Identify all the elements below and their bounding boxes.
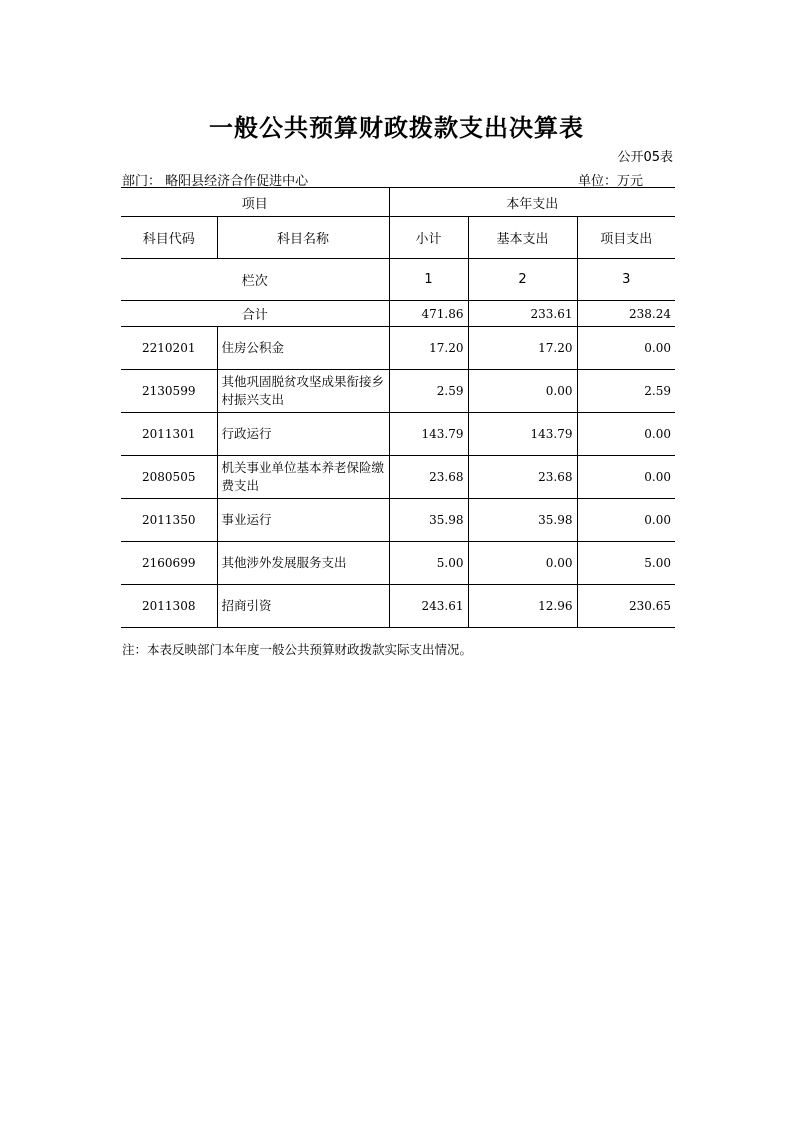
- row-code: 2011350: [121, 499, 217, 542]
- table-row: [121, 370, 675, 413]
- row-name: 机关事业单位基本养老保险缴费支出: [217, 456, 389, 499]
- row-project: 0.00: [577, 499, 675, 542]
- unit-label: 单位：万元: [578, 174, 644, 189]
- row-code: 2130599: [121, 370, 217, 413]
- row-subtotal: 17.20: [389, 327, 468, 370]
- row-name: 其他巩固脱贫攻坚成果衔接乡村振兴支出: [217, 370, 389, 413]
- column-index-2: 2: [468, 259, 577, 301]
- row-subtotal: 243.61: [389, 585, 468, 628]
- row-name: 事业运行: [217, 499, 389, 542]
- row-subtotal: 35.98: [389, 499, 468, 542]
- row-code: 2160699: [121, 542, 217, 585]
- row-code: 2011308: [121, 585, 217, 628]
- row-subtotal: 2.59: [389, 370, 468, 413]
- row-code: 2011301: [121, 413, 217, 456]
- footnote: 注：本表反映部门本年度一般公共预算财政拨款实际支出情况。: [122, 642, 473, 657]
- table-row: [121, 456, 675, 499]
- row-basic: 35.98: [468, 499, 577, 542]
- header-project: 项目: [121, 188, 389, 217]
- row-basic: 23.68: [468, 456, 577, 499]
- header-current-year: 本年支出: [389, 188, 675, 217]
- total-label: 合计: [121, 301, 389, 327]
- row-code: 2080505: [121, 456, 217, 499]
- expenditure-table: [121, 187, 675, 628]
- row-name: 招商引资: [217, 585, 389, 628]
- row-basic: 0.00: [468, 542, 577, 585]
- total-project: 238.24: [577, 301, 675, 327]
- form-number: 公开05表: [617, 150, 673, 165]
- row-project: 0.00: [577, 456, 675, 499]
- column-index-1: 1: [389, 259, 468, 301]
- row-name: 其他涉外发展服务支出: [217, 542, 389, 585]
- row-subtotal: 5.00: [389, 542, 468, 585]
- row-project: 0.00: [577, 413, 675, 456]
- row-basic: 17.20: [468, 327, 577, 370]
- department-name: 略阳县经济合作促进中心: [165, 174, 309, 189]
- table-row: [121, 542, 675, 585]
- table-row: [121, 585, 675, 628]
- row-project: 5.00: [577, 542, 675, 585]
- column-index-label: 栏次: [121, 259, 389, 301]
- header-project-expense: 项目支出: [577, 217, 675, 259]
- table-row: [121, 413, 675, 456]
- row-project: 230.65: [577, 585, 675, 628]
- row-name: 住房公积金: [217, 327, 389, 370]
- table-row: [121, 327, 675, 370]
- column-index-3: 3: [577, 259, 675, 301]
- department-label: 部门：: [122, 174, 162, 189]
- row-basic: 143.79: [468, 413, 577, 456]
- header-basic: 基本支出: [468, 217, 577, 259]
- row-code: 2210201: [121, 327, 217, 370]
- row-name: 行政运行: [217, 413, 389, 456]
- row-subtotal: 143.79: [389, 413, 468, 456]
- row-subtotal: 23.68: [389, 456, 468, 499]
- header-name: 科目名称: [217, 217, 389, 259]
- table-row: [121, 499, 675, 542]
- header-subtotal: 小计: [389, 217, 468, 259]
- row-basic: 12.96: [468, 585, 577, 628]
- row-project: 0.00: [577, 327, 675, 370]
- row-project: 2.59: [577, 370, 675, 413]
- row-basic: 0.00: [468, 370, 577, 413]
- total-subtotal: 471.86: [389, 301, 468, 327]
- total-basic: 233.61: [468, 301, 577, 327]
- page-title: 一般公共预算财政拨款支出决算表: [209, 114, 584, 142]
- header-code: 科目代码: [121, 217, 217, 259]
